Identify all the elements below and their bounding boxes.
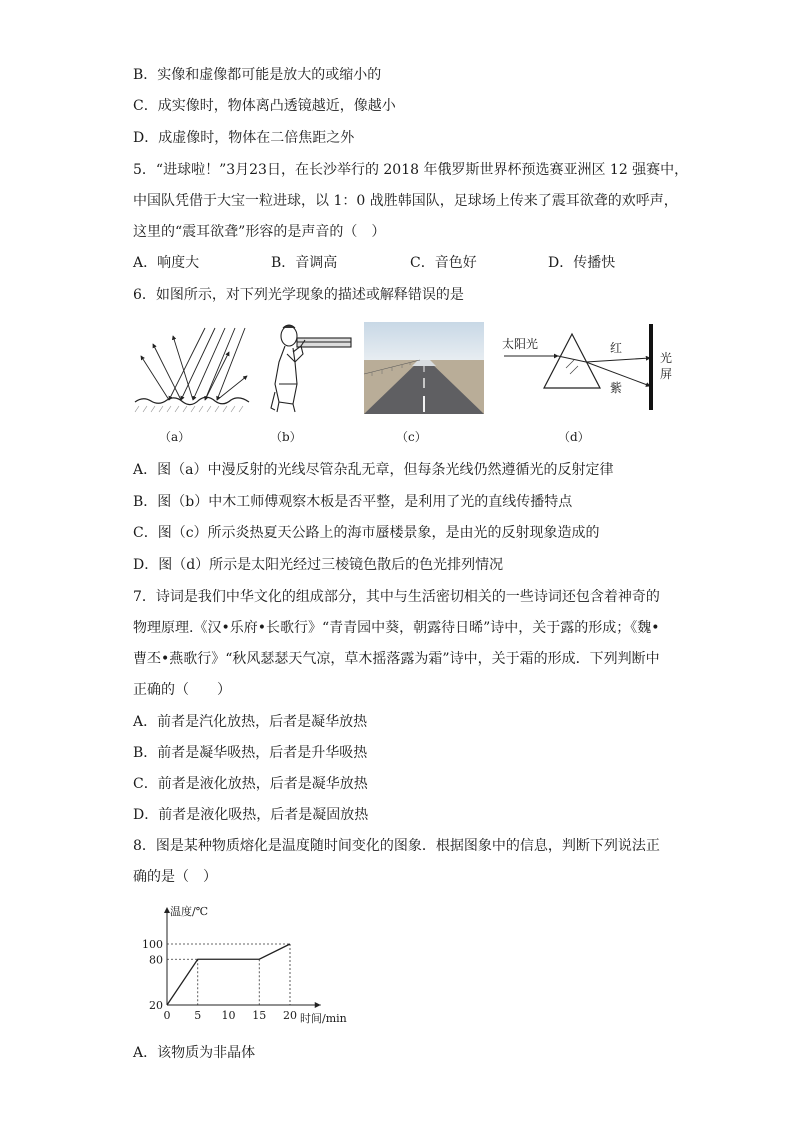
caption-b: （b） bbox=[270, 430, 302, 444]
q7-option-c: C．前者是液化放热，后者是凝华放热 bbox=[133, 776, 368, 792]
y-axis-label: 温度/℃ bbox=[170, 905, 209, 918]
x-axis-label: 时间/min bbox=[300, 1012, 347, 1025]
q7-option-b: B．前者是凝华吸热，后者是升华吸热 bbox=[133, 745, 368, 761]
y-tick-20: 20 bbox=[149, 999, 163, 1012]
melting-curve-chart bbox=[140, 897, 360, 1027]
q8-stem-line-1: 8．图是某种物质熔化是温度随时间变化的图象．根据图象中的信息，判断下列说法正 bbox=[133, 838, 660, 854]
q5-stem-line-1: 5．“进球啦！”3月23日，在长沙举行的 2018 年俄罗斯世界杯预选赛亚洲区 12 强赛中， bbox=[133, 162, 689, 178]
q5-option-a: A．响度大 bbox=[133, 255, 200, 271]
caption-d: （d） bbox=[558, 430, 590, 444]
q5-option-c: C．音色好 bbox=[410, 255, 477, 271]
figure-b-carpenter bbox=[265, 322, 355, 414]
q5-option-d: D．传播快 bbox=[548, 255, 616, 271]
q4-option-b: B．实像和虚像都可能是放大的或缩小的 bbox=[133, 67, 382, 83]
q7-stem-line-3: 曹丕•燕歌行》“秋风瑟瑟天气凉，草木摇落露为霜”诗中，关于霜的形成．下列判断中 bbox=[133, 651, 660, 667]
screen-label-2: 屏 bbox=[660, 367, 673, 381]
x-axis-arrow bbox=[315, 1002, 321, 1008]
q6-option-b: B．图（b）中木工师傅观察木板是否平整，是利用了光的直线传播特点 bbox=[133, 494, 573, 510]
q8-option-a: A．该物质为非晶体 bbox=[133, 1045, 256, 1061]
q7-stem-line-2: 物理原理.《汉•乐府•长歌行》“青青园中葵，朝露待日晞”诗中，关于露的形成；《魏• bbox=[133, 620, 660, 636]
q7-option-d: D．前者是液化吸热，后者是凝固放热 bbox=[133, 807, 369, 823]
screen-label-1: 光 bbox=[660, 351, 673, 365]
q5-stem-line-2: 中国队凭借于大宝一粒进球，以 1：0 战胜韩国队，足球场上传来了震耳欲聋的欢呼声， bbox=[133, 193, 678, 209]
x-tick-5: 5 bbox=[194, 1009, 202, 1022]
q5-option-b: B．音调高 bbox=[271, 255, 338, 271]
q7-option-a: A．前者是汽化放热，后者是凝华放热 bbox=[133, 714, 368, 730]
x-tick-10: 10 bbox=[221, 1009, 236, 1022]
x-tick-20: 20 bbox=[283, 1009, 297, 1022]
x-tick-15: 15 bbox=[252, 1009, 267, 1022]
red-label: 红 bbox=[610, 341, 623, 355]
q5-stem-line-3: 这里的“震耳欲聋”形容的是声音的（ ） bbox=[133, 224, 386, 240]
sun-light-label: 太阳光 bbox=[502, 337, 539, 351]
screen bbox=[649, 324, 653, 410]
y-tick-100: 100 bbox=[142, 938, 163, 951]
q6-option-a: A．图（a）中漫反射的光线尽管杂乱无章，但每条光线仍然遵循光的反射定律 bbox=[133, 462, 614, 478]
q6-stem: 6．如图所示，对下列光学现象的描述或解释错误的是 bbox=[133, 287, 464, 303]
caption-c: （c） bbox=[396, 430, 427, 444]
q7-stem-line-4: 正确的（ ） bbox=[133, 682, 231, 698]
q6-option-c: C．图（c）所示炎热夏天公路上的海市蜃楼景象，是由光的反射现象造成的 bbox=[133, 525, 600, 541]
y-tick-80: 80 bbox=[149, 953, 163, 967]
temperature-curve bbox=[167, 944, 290, 1005]
q6-option-d: D．图（d）所示是太阳光经过三棱镜色散后的色光排列情况 bbox=[133, 557, 504, 573]
q4-option-d: D．成虚像时，物体在二倍焦距之外 bbox=[133, 130, 355, 146]
q7-stem-line-1: 7．诗词是我们中华文化的组成部分，其中与生活密切相关的一些诗词还包含着神奇的 bbox=[133, 589, 660, 605]
figure-d-prism-dispersion bbox=[500, 322, 690, 414]
violet-label: 紫 bbox=[610, 381, 623, 395]
q4-option-c: C．成实像时，物体离凸透镜越近，像越小 bbox=[133, 98, 396, 114]
figure-c-road-mirage bbox=[364, 322, 484, 414]
q8-stem-line-2: 确的是（ ） bbox=[133, 869, 217, 885]
figure-a-diffuse-reflection bbox=[133, 322, 253, 414]
x-tick-0: 0 bbox=[163, 1009, 171, 1022]
caption-a: （a） bbox=[159, 430, 191, 444]
